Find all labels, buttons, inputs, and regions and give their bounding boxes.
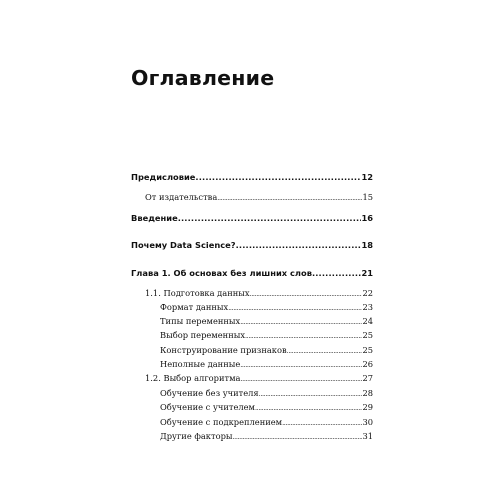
dot-leader [245, 329, 362, 343]
toc-entry-variable-types[interactable] [160, 314, 373, 328]
toc-entry-label: Выбор переменных [160, 330, 246, 340]
toc-entry-label: Формат данных [160, 302, 229, 312]
toc-entry-label: От издательства [145, 192, 218, 202]
dot-leader [250, 287, 363, 301]
toc-entry-page: 26 [362, 359, 373, 369]
dot-leader [287, 344, 363, 358]
dot-leader [282, 416, 362, 430]
toc-entry-label: Обучение с учителем [160, 402, 255, 412]
toc-entry-why-data-science[interactable] [131, 238, 373, 252]
toc-entry-page: 29 [362, 402, 373, 412]
toc-entry-page: 22 [362, 288, 373, 298]
toc-entry-section-1-1[interactable] [145, 286, 373, 300]
dot-leader [178, 211, 362, 225]
toc-entry-page: 12 [361, 172, 373, 182]
toc-entry-page: 21 [361, 268, 373, 278]
toc-entry-page: 25 [362, 330, 373, 340]
toc-entry-label: Типы переменных [160, 316, 241, 326]
toc-entry-data-format[interactable] [160, 300, 373, 314]
toc-entry-label: Предисловие [131, 172, 196, 182]
dot-leader [240, 358, 362, 372]
toc-entry-page: 24 [362, 316, 373, 326]
toc-entry-label: Обучение без учителя [160, 388, 259, 398]
toc-entry-from-publisher[interactable] [145, 190, 373, 204]
toc-entry-preface[interactable] [131, 170, 373, 184]
toc-entry-variable-selection[interactable] [160, 328, 373, 342]
toc-entry-page: 16 [361, 213, 373, 223]
toc-entry-label: Другие факторы [160, 431, 233, 441]
toc-entry-missing-data[interactable] [160, 357, 373, 371]
toc-entry-page: 25 [362, 345, 373, 355]
dot-leader [195, 170, 361, 184]
toc-entry-section-1-2[interactable] [145, 371, 373, 385]
toc-entry-introduction[interactable] [131, 211, 373, 225]
toc-entry-page: 23 [362, 302, 373, 312]
toc-entry-other-factors[interactable] [160, 429, 373, 443]
toc-entry-label: Конструирование признаков [160, 345, 287, 355]
dot-leader [312, 266, 362, 280]
toc-entry-page: 18 [361, 240, 373, 250]
dot-leader [233, 430, 363, 444]
toc-entry-label: 1.1. Подготовка данных [145, 288, 250, 298]
dot-leader [241, 372, 363, 386]
toc-entry-label: Обучение с подкреплением [160, 417, 283, 427]
toc-entry-page: 15 [362, 192, 373, 202]
dot-leader [240, 315, 362, 329]
toc-entry-page: 27 [362, 373, 373, 383]
dot-leader [255, 401, 362, 415]
toc-entry-page: 31 [362, 431, 373, 441]
toc-entry-label: 1.2. Выбор алгоритма [145, 373, 241, 383]
dot-leader [228, 301, 362, 315]
toc-entry-feature-engineering[interactable] [160, 343, 373, 357]
toc-entry-label: Неполные данные [160, 359, 241, 369]
toc-entry-page: 30 [362, 417, 373, 427]
dot-leader [217, 191, 362, 205]
toc-entry-page: 28 [362, 388, 373, 398]
toc-entry-label: Глава 1. Об основах без лишних слов [131, 268, 312, 278]
toc-entry-chapter-1[interactable] [131, 266, 373, 280]
page-title: Оглавление [131, 66, 275, 90]
toc-entry-label: Введение [131, 213, 178, 223]
dot-leader [236, 238, 362, 252]
dot-leader [259, 387, 363, 401]
toc-entry-supervised-learning[interactable] [160, 400, 373, 414]
toc-entry-label: Почему Data Science? [131, 240, 236, 250]
toc-entry-unsupervised-learning[interactable] [160, 386, 373, 400]
toc-entry-reinforcement-learning[interactable] [160, 415, 373, 429]
